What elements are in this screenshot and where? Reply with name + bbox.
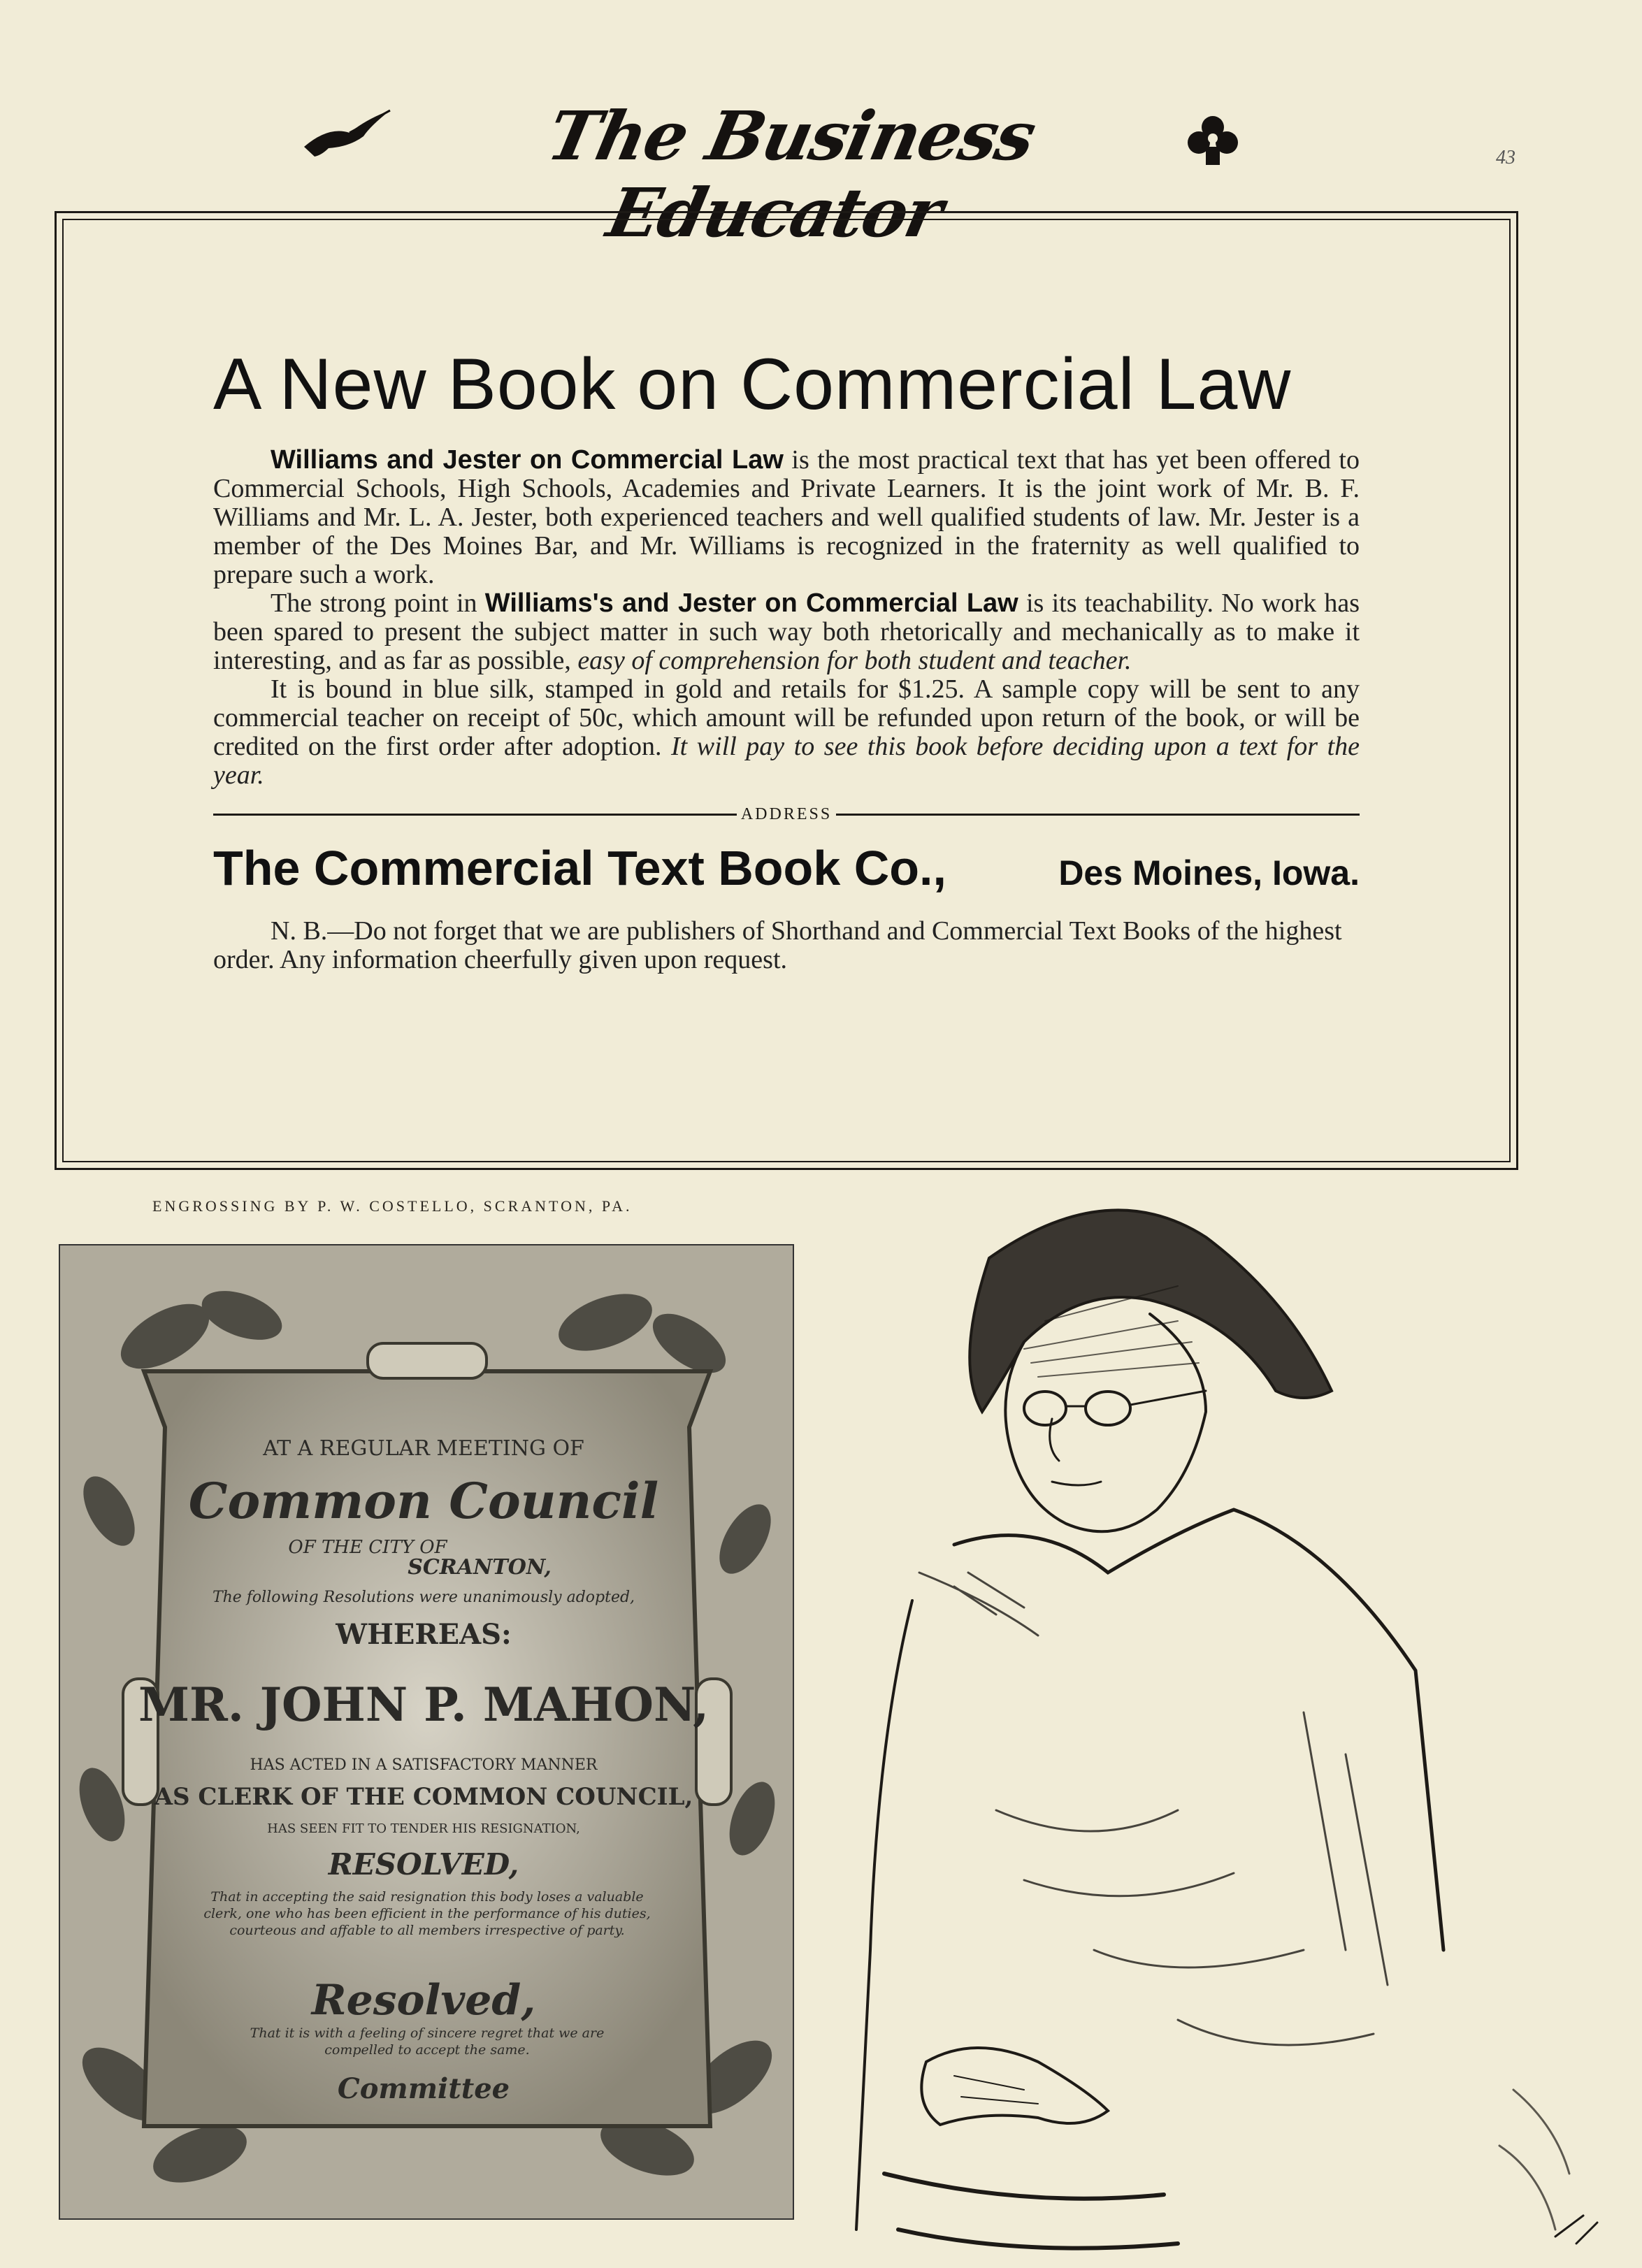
divider-line-left (213, 814, 737, 816)
ad-paragraph-3 (213, 675, 1360, 790)
eng-line-10: HAS SEEN FIT TO TENDER HIS RESIGNATION, (267, 1821, 580, 1836)
engrossing-credit: ENGROSSING BY P. W. COSTELLO, SCRANTON, PA. (152, 1197, 633, 1215)
eng-line-9: AS CLERK OF THE COMMON COUNCIL, (154, 1783, 693, 1811)
advertisement-content (213, 342, 1360, 974)
spectacles-right (1086, 1392, 1130, 1425)
eng-line-2: Common Council (188, 1472, 659, 1530)
eng-line-1: AT A REGULAR MEETING OF (263, 1436, 584, 1461)
eng-line-15: Committee (337, 2072, 510, 2105)
company-city: Des Moines, Iowa. (1058, 853, 1360, 893)
engrossed-resolution-image (59, 1244, 794, 2220)
eng-line-7: MR. JOHN P. MAHON, (138, 1677, 710, 1732)
divider-line-right (836, 814, 1360, 816)
masthead-title: The Business Educator (540, 96, 1042, 252)
masthead (0, 96, 1642, 252)
address-divider (213, 805, 1360, 823)
ad-paragraph-2-before: The strong point in (271, 588, 485, 618)
spectacles-left (1024, 1392, 1066, 1425)
company-line (213, 840, 1360, 903)
book-title-lead: Williams and Jester on Commercial Law (271, 445, 784, 475)
eng-line-12: That in accepting the said resignation this body loses a valuable clerk, one who has been efficient in the performance of his duties, courteous and affable to all members irrespective of party. (203, 1889, 651, 1938)
eng-line-8: HAS ACTED IN A SATISFACTORY MANNER (250, 1756, 598, 1774)
ad-headline: A New Book on Commercial Law (213, 344, 1292, 425)
portrait-illustration (814, 1181, 1642, 2268)
ad-paragraph-2-text: is its teachability. No work has been spared to present the subject matter in such way both rhetorically and mechanically as to make it interesting, and as far as possible, (213, 588, 1360, 675)
eng-line-14-wrap (214, 2025, 640, 2074)
address-label: ADDRESS (740, 804, 833, 823)
ad-paragraph-2-italic: easy of comprehension for both student and teacher. (577, 646, 1132, 675)
eng-line-11: RESOLVED, (328, 1847, 519, 1881)
bonnet (970, 1210, 1332, 1412)
ad-paragraph-3-italic: It will pay to see this book before deciding upon a text for the year. (213, 732, 1360, 790)
eng-line-12-wrap (200, 1888, 654, 1972)
eng-line-4: SCRANTON, (408, 1555, 552, 1580)
hands (921, 2048, 1108, 2125)
advertisement-box (55, 211, 1518, 1170)
emblem-icon (1185, 112, 1241, 168)
eng-line-5: The following Resolutions were unanimously adopted, (212, 1589, 635, 1606)
quill-pen-icon (301, 105, 391, 161)
ad-paragraph-3-text: It is bound in blue silk, stamped in gold and retails for $1.25. A sample copy will be sent to any commercial teacher on receipt of 50c, which amount will be refunded upon return of the book, or will be credited on the first order after adoption. (213, 674, 1360, 761)
ad-paragraph-1 (213, 446, 1360, 589)
eng-line-13: Resolved, (311, 1976, 536, 2025)
eng-line-14: That it is with a feeling of sincere regret that we are compelled to accept the same. (250, 2025, 605, 2058)
ad-paragraph-1-text: is the most practical text that has yet been offered to Commercial Schools, High Schools, Academies and Private Learners. It is the joint work of Mr. B. F. Williams and Mr. L. A. Jester, both experienced teachers and well qualified students of law. Mr. Jester is a member of the Des Moines Bar, and Mr. Williams is recognized in the fraternity as well qualified to prepare such a work. (213, 445, 1360, 589)
company-name: The Commercial Text Book Co., (213, 841, 946, 895)
ad-paragraph-2 (213, 589, 1360, 675)
engraving-artwork (60, 1245, 793, 2218)
portrait-sketch (814, 1181, 1642, 2268)
eng-line-3: OF THE CITY OF (288, 1537, 447, 1558)
page-number: 43 (1496, 147, 1515, 168)
book-title-lead-2: Williams's and Jester on Commercial Law (484, 588, 1018, 618)
nota-bene-paragraph: N. B.—Do not forget that we are publishers of Shorthand and Commercial Text Books of the highest order. Any information cheerfully given upon request. (213, 916, 1342, 974)
top-scroll-ornament (368, 1343, 487, 1378)
eng-line-6: WHEREAS: (336, 1618, 512, 1651)
